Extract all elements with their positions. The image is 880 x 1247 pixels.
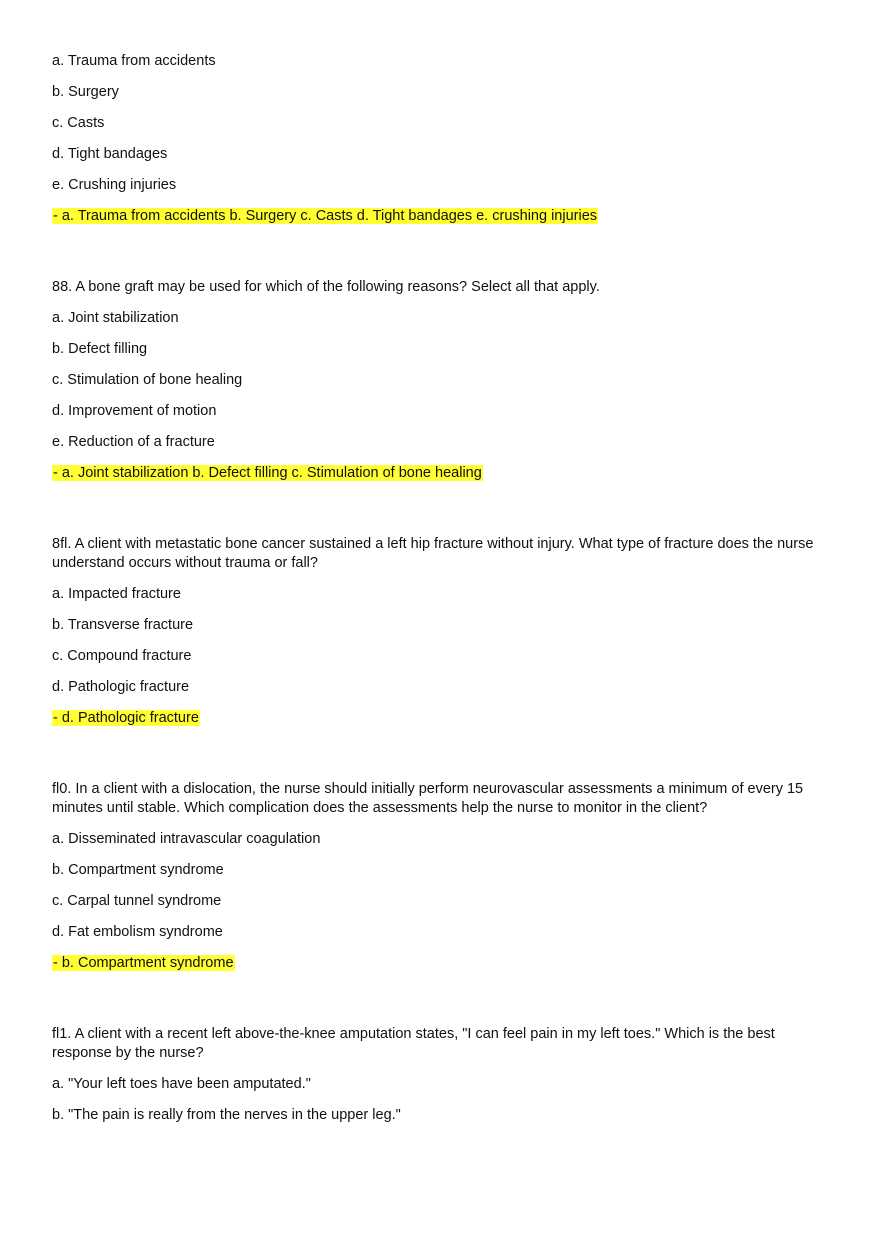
question-block-88: [52, 278, 820, 483]
option-d: d. Improvement of motion: [52, 403, 217, 419]
option-c: c. Casts: [52, 115, 105, 131]
question-block-87: [52, 52, 820, 226]
option-b: b. Transverse fracture: [52, 617, 194, 633]
question-text: 8fl. A client with metastatic bone cancer sustained a left hip fracture without injury. What type of fracture does the nurse understand occurs without trauma or fall?: [52, 536, 814, 571]
answer-line: [52, 207, 820, 226]
option-e: e. Crushing injuries: [52, 177, 177, 193]
option-b: b. Surgery: [52, 84, 119, 100]
option-b: b. Compartment syndrome: [52, 862, 224, 878]
option-a: a. Impacted fracture: [52, 586, 181, 602]
option-c: c. Compound fracture: [52, 648, 192, 664]
answer-line: [52, 464, 820, 483]
option-d: d. Tight bandages: [52, 146, 168, 162]
answer-line: [52, 709, 820, 728]
option-a: a. Joint stabilization: [52, 310, 179, 326]
question-text: 88. A bone graft may be used for which of the following reasons? Select all that apply.: [52, 279, 600, 295]
option-a: a. Disseminated intravascular coagulation: [52, 831, 321, 847]
option-a: a. Trauma from accidents: [52, 53, 216, 69]
option-b: b. "The pain is really from the nerves in the upper leg.": [52, 1107, 401, 1123]
option-c: c. Stimulation of bone healing: [52, 372, 243, 388]
option-d: d. Pathologic fracture: [52, 679, 190, 695]
question-block-fl1: [52, 1025, 820, 1125]
answer-highlight: - a. Trauma from accidents b. Surgery c. Casts d. Tight bandages e. crushing injuries: [53, 208, 598, 224]
option-b: b. Defect filling: [52, 341, 148, 357]
option-d: d. Fat embolism syndrome: [52, 924, 223, 940]
answer-highlight: - b. Compartment syndrome: [53, 955, 234, 971]
answer-highlight: - a. Joint stabilization b. Defect filling c. Stimulation of bone healing: [53, 465, 482, 481]
answer-line: [52, 954, 820, 973]
question-block-fl0: [52, 780, 820, 973]
option-c: c. Carpal tunnel syndrome: [52, 893, 222, 909]
answer-highlight: - d. Pathologic fracture: [53, 710, 199, 726]
question-text: fl1. A client with a recent left above-the-knee amputation states, "I can feel pain in my left toes." Which is the best response by the nurse?: [52, 1026, 775, 1061]
question-text: fl0. In a client with a dislocation, the nurse should initially perform neurovascular assessments a minimum of every 15 minutes until stable. Which complication does the assessments help the nurse to monitor in the client?: [52, 781, 804, 816]
option-e: e. Reduction of a fracture: [52, 434, 215, 450]
question-block-8fl: [52, 535, 820, 728]
option-a: a. "Your left toes have been amputated.": [52, 1076, 311, 1092]
